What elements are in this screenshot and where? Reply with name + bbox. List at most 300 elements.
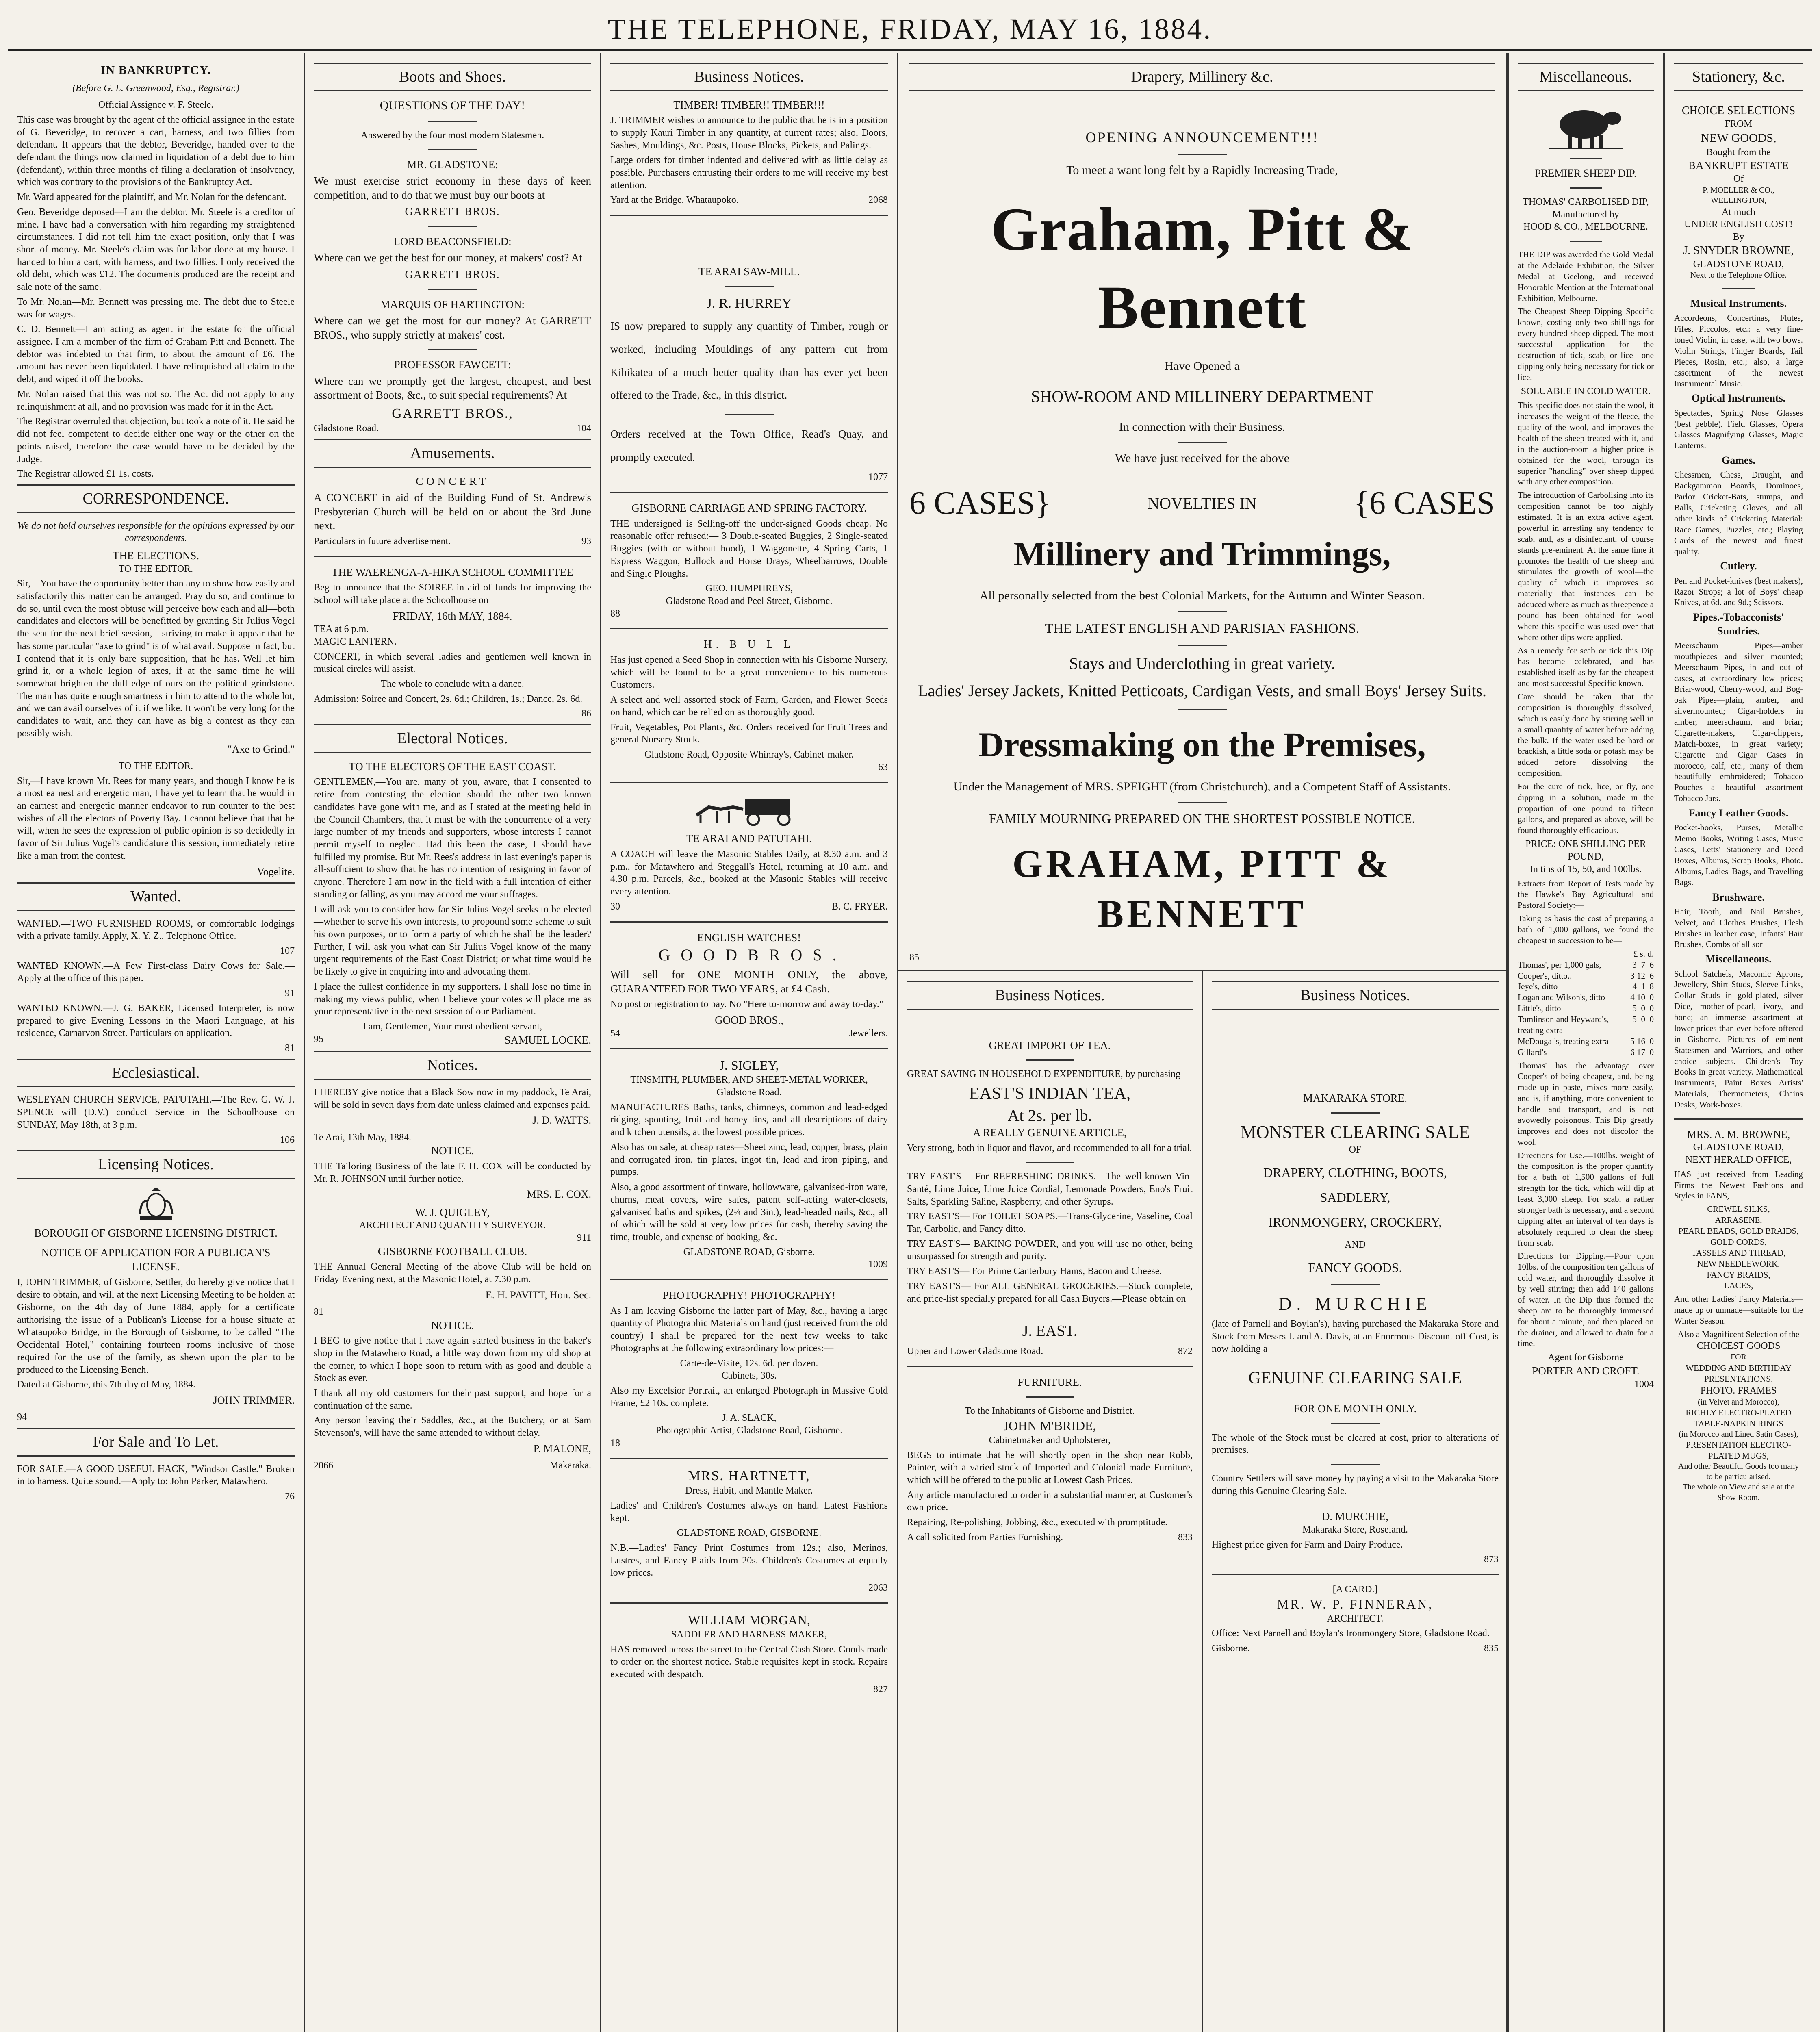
licensing-head: Licensing Notices. bbox=[17, 1150, 295, 1179]
wanted-3: WANTED KNOWN.—J. G. BAKER, Licensed Interpreter, is now prepared to give Evening Lessons in the Maori Language, at his residence, Carnarvon Street. Particulars on application. bbox=[17, 1003, 295, 1039]
hartnett-address: GLADSTONE ROAD, GISBORNE. bbox=[677, 1528, 822, 1539]
watches-number: 54 bbox=[610, 1028, 620, 1039]
games-text: Chessmen, Chess, Draught, and Backgammon Boards, Dominoes, Parlor Cricket-Bats, stumps, and Balls, Cricketing Gloves, and all other kinds of Cricketing Material: Race Games, Puzzles, etc.; Playing Cards of the newest and finest quality. bbox=[1674, 470, 1803, 556]
murchie-number: 873 bbox=[1484, 1554, 1499, 1565]
dip-extracts: Extracts from Report of Tests made by the Hawke's Bay Agricultural and Pastoral Society:— bbox=[1518, 878, 1654, 910]
connection-text: In connection with their Business. bbox=[1119, 420, 1286, 434]
elections-head: THE ELECTIONS. bbox=[113, 549, 199, 562]
and-text: AND bbox=[1345, 1240, 1366, 1250]
electoral-close: I am, Gentlemen, Your most obedient servant, bbox=[362, 1021, 542, 1032]
electoral-text-1: GENTLEMEN,—You are, many of you, aware, that I consented to retire from contesting the election should the other two known candidates have gone with me, and as I stated at the meeting held in the Council Chambers, that it must be with the concurrence of a very large number of my friends and supporters, whose interests I cannot permit myself to neglect. Had this been the case, I should have fulfilled my promise. But Mr. Rees's address in last evening's paper is all-sufficient to show that he has no intention of resigning in favor of anyone. Therefore I am now in the field with a full intention of either standing or falling, as you may accord me your suffrages. bbox=[314, 777, 591, 900]
thomas-dip: THOMAS' CARBOLISED DIP, bbox=[1523, 196, 1649, 207]
wanted-head: Wanted. bbox=[17, 882, 295, 911]
bankruptcy-p5: C. D. Bennett—I am acting as agent in the estate for the official assignee. I am a member of the firm of Graham Pitt and Bennett. The debtor was indebted to that firm, to about the amount of £6. The amount has never been liquidated. I have relinquished all claim to the debt, and wiped it off the books. bbox=[17, 324, 295, 385]
cutlery-text: Pen and Pocket-knives (best makers), Razor Strops; a lot of Boys' cheap Knives, at 6d. and 9d.; Scissors. bbox=[1674, 575, 1803, 608]
murchie-name: D. MURCHIE bbox=[1278, 1294, 1432, 1314]
quigley-name: W. J. QUIGLEY, bbox=[415, 1206, 490, 1218]
price-row-name: Tomlinson and Heyward's, treating extra bbox=[1518, 1014, 1609, 1035]
football-head: GISBORNE FOOTBALL CLUB. bbox=[377, 1245, 527, 1257]
finneran-place: Gisborne. bbox=[1212, 1643, 1250, 1654]
gladstone-text: We must exercise strict economy in these days of keen competition, and to do that we must buy our boots at bbox=[314, 175, 591, 201]
column-5 bbox=[1508, 53, 1664, 2032]
hartnett-sub: Dress, Habit, and Mantle Maker. bbox=[685, 1485, 813, 1496]
ad-separator bbox=[610, 1458, 888, 1459]
directions-use: Directions for Use.—100lbs. weight of the composition is the proper quantity for a bath of 1,500 gallons of full strength for the tick, which will dip at least 3,000 sheep. For scab, a rather stronger bath is necessary, and a second dipping after an interval of ten days is absolutely required to clear the sheep from scab. bbox=[1518, 1150, 1654, 1248]
choice-selections: CHOICE SELECTIONS bbox=[1681, 104, 1796, 117]
price-row bbox=[1518, 1003, 1654, 1014]
fawcett-name: PROFESSOR FAWCETT: bbox=[394, 358, 511, 371]
watches-signature: GOOD BROS., bbox=[715, 1014, 783, 1027]
to-editor-1: TO THE EDITOR. bbox=[118, 563, 193, 574]
price-row-name: Logan and Wilson's, ditto bbox=[1518, 992, 1605, 1003]
coach-text: A COACH will leave the Masonic Stables Daily, at 8.30 a.m. and 3 p.m., for Matawhero and Steggall's Hotel, returning at 10 a.m. and 4.30 p.m. Parcels, &c., booked at the Masonic Stables will receive every attention. bbox=[610, 849, 888, 897]
hurrey-text: IS now prepared to supply any quantity of Timber, rough or worked, including Mouldings of any pattern cut from Kihikatea of a much better quality than has ever yet been offered to the Trade, &c., in this district. bbox=[610, 320, 888, 402]
timber-text: J. TRIMMER wishes to announce to the public that he is in a position to supply Kauri Timber in any quantity, at current rates; also, Doors, Sashes, Mouldings, &c. Posts, House Blocks, Pickets, and Palings. bbox=[610, 115, 888, 151]
ad-separator bbox=[1674, 1118, 1803, 1120]
leather-head: Fancy Leather Goods. bbox=[1688, 807, 1789, 819]
of-text: OF bbox=[1349, 1144, 1362, 1155]
card-label: [A CARD.] bbox=[1332, 1584, 1378, 1595]
separator bbox=[725, 414, 774, 415]
price-row bbox=[1518, 1014, 1654, 1036]
garrett-bros-1: GARRETT BROS. bbox=[405, 205, 500, 218]
east-number: 872 bbox=[1178, 1346, 1193, 1357]
pipes-text: Meerschaum Pipes—amber mouthpieces and silver mounted; Meerschaum Pipes, in and out of cases, at extraordinary low prices; Briar-wood, Cherry-wood, and Bog-oak Pipes—plain, amber, and silvermounted; Cigar-holders in amber, meerschaum, and briar; Cigarette-makers, Cigar-clippers, Match-boxes, in great variety; Cigarette and Cigar Cases in morocco, calf, etc., many of them beautifully embroidered; Tobacco Pouches—a beautiful assortment Tobacco Jars. bbox=[1674, 640, 1803, 803]
east-address: Upper and Lower Gladstone Road. bbox=[907, 1346, 1043, 1357]
boots-head: Boots and Shoes. bbox=[314, 63, 591, 91]
genuine-sale: GENUINE CLEARING SALE bbox=[1248, 1369, 1462, 1388]
ad-separator bbox=[907, 1366, 1193, 1367]
bankruptcy-sub: (Before G. L. Greenwood, Esq., Registrar.) bbox=[72, 83, 239, 94]
carriage-signature: GEO. HUMPHREYS, bbox=[705, 583, 793, 594]
price-row-value: 5 0 0 bbox=[1632, 1003, 1654, 1014]
mbride-sub: Cabinetmaker and Upholsterer, bbox=[989, 1435, 1111, 1446]
sigley-address-2: GLADSTONE ROAD, Gisborne. bbox=[683, 1246, 815, 1257]
licensing-borough: BOROUGH OF GISBORNE LICENSING DISTRICT. bbox=[34, 1227, 278, 1239]
brush-head: Brushware. bbox=[1712, 891, 1765, 903]
quigley-text: ARCHITECT AND QUANTITY SURVEYOR. bbox=[359, 1220, 546, 1231]
ad-separator bbox=[610, 921, 888, 923]
business-subcolumn-a bbox=[898, 971, 1203, 2032]
wanted-1: WANTED.—TWO FURNISHED ROOMS, or comfortable lodgings with a private family. Apply, X. Y. Z., Telephone Office. bbox=[17, 918, 295, 942]
amb-velvet: (in Velvet and Morocco), bbox=[1698, 1397, 1779, 1407]
bankrupt-estate: BANKRUPT ESTATE bbox=[1688, 159, 1789, 172]
tea-name: EAST'S INDIAN TEA, bbox=[969, 1084, 1131, 1103]
notice-2: THE Tailoring Business of the late F. H. COX will be conducted by Mr. R. JOHNSON until further notice. bbox=[314, 1161, 591, 1184]
timber-number: 2068 bbox=[868, 195, 888, 206]
cases-row bbox=[909, 482, 1495, 524]
porter-number: 1004 bbox=[1634, 1379, 1654, 1389]
electoral-text-3: I place the fullest confidence in my supporters. I shall lose no time in making my views public, when I believe your votes will place me as your representative in the next session of our Parliament. bbox=[314, 981, 591, 1017]
dip-p2: The Cheapest Sheep Dipping Specific known, costing only two shillings for every hundred sheep dipped. The most successful application for the destruction of tick, scab, or lice—one dipping only being necessary for tick or lice. bbox=[1518, 306, 1654, 382]
snyder-browne: J. SNYDER BROWNE, bbox=[1683, 244, 1794, 257]
gpb-number: 85 bbox=[909, 952, 919, 963]
cases-left: 6 CASES} bbox=[909, 485, 1051, 521]
photo-sub: Photographic Artist, Gladstone Road, Gisborne. bbox=[655, 1425, 843, 1436]
bull-text: Has just opened a Seed Shop in connection with his Gisborne Nursery, which will be found to be a great convenience to his numerous Customers. bbox=[610, 654, 888, 690]
carriage-number: 88 bbox=[610, 608, 620, 619]
amb-beautiful: And other Beautiful Goods too many to be particularised. bbox=[1678, 1462, 1799, 1481]
photo-price-1: Carte-de-Visite, 12s. 6d. per dozen. bbox=[680, 1358, 818, 1369]
bull-name: H. B U L L bbox=[704, 638, 794, 651]
manufactured-by: Manufactured by bbox=[1552, 209, 1619, 220]
notice-3c: Any person leaving their Saddles, &c., at the Butchery, or at Sam Stevenson's, will have the same attended to without delay. bbox=[314, 1415, 591, 1439]
amb-morocco: (in Morocco and Lined Satin Cases), bbox=[1679, 1429, 1798, 1439]
carriage-head: GISBORNE CARRIAGE AND SPRING FACTORY. bbox=[631, 502, 867, 515]
separator bbox=[1178, 709, 1227, 710]
price-row-name: McDougal's, treating extra bbox=[1518, 1036, 1609, 1046]
ad-separator bbox=[610, 628, 888, 629]
separator bbox=[1570, 241, 1602, 242]
amusements-head: Amusements. bbox=[314, 439, 591, 468]
hartnett-nb: N.B.—Ladies' Fancy Print Costumes from 12s.; also, Merinos, Lustres, and Fancy Plaids from 20s. Children's Costumes at equally low prices. bbox=[610, 1542, 888, 1578]
bankruptcy-p1: This case was brought by the agent of the official assignee in the estate of G. Beveridge, to recover a cart, harness, and two fillies from defendant. It appears that the debtor, Beveridge, handed over to the defendant the things now claimed in liquidation of a debt due to him (defendant), within three months of filing a declaration of insolvency, which was contrary to the provisions of the Bankruptcy Act. bbox=[17, 114, 295, 188]
drapery-ad bbox=[898, 53, 1506, 971]
finneran-sub: ARCHITECT. bbox=[1327, 1613, 1384, 1624]
price-row-value: 4 10 0 bbox=[1630, 992, 1654, 1003]
tea-description: Very strong, both in liquor and flavor, and recommended to all for a trial. bbox=[907, 1143, 1192, 1154]
letter-2-signature: Vogelite. bbox=[257, 865, 295, 877]
beaconsfield-name: LORD BEACONSFIELD: bbox=[393, 235, 512, 247]
licensing-signature: JOHN TRIMMER. bbox=[213, 1394, 295, 1406]
price-row-value: 6 17 0 bbox=[1630, 1047, 1654, 1057]
gladstone-name: MR. GLADSTONE: bbox=[407, 158, 498, 171]
makaraka-store: MAKARAKA STORE. bbox=[1303, 1092, 1408, 1104]
sawmill-head: TE ARAI SAW-MILL. bbox=[698, 265, 800, 278]
amb-name: MRS. A. M. BROWNE, bbox=[1687, 1128, 1790, 1140]
waerenga-head: THE WAERENGA-A-HIKA SCHOOL COMMITTEE bbox=[332, 566, 573, 578]
amb-list-item: TASSELS AND THREAD, bbox=[1691, 1248, 1786, 1258]
ecclesiastical-head: Ecclesiastical. bbox=[17, 1059, 295, 1088]
amb-wedding: WEDDING AND BIRTHDAY PRESENTATIONS. bbox=[1686, 1363, 1792, 1384]
ad-separator bbox=[610, 1048, 888, 1049]
masthead: THE TELEPHONE, FRIDAY, MAY 16, 1884. bbox=[607, 13, 1213, 45]
try-east-1: TRY EAST'S— For REFRESHING DRINKS.—The well-known Vin-Santé, Lime Juice, Lime Juice Cordial, Lemonade Powders, Eno's Fruit Salts, Sparkling Saline, Raspberry, and other Syrups. bbox=[907, 1171, 1193, 1207]
electoral-number: 95 bbox=[314, 1033, 323, 1044]
dip-price: PRICE: ONE SHILLING PER POUND, bbox=[1525, 839, 1646, 862]
tea-genuine: A REALLY GENUINE ARTICLE, bbox=[973, 1126, 1127, 1139]
premier-title: PREMIER SHEEP DIP. bbox=[1535, 167, 1637, 179]
morgan-text: HAS removed across the street to the Central Cash Store. Goods made to order on the shortest notice. Stable requisites kept in stock. Repairs executed with despatch. bbox=[610, 1644, 888, 1680]
watches-text: Will sell for ONE MONTH ONLY, the above, GUARANTEED FOR TWO YEARS, at £4 Cash. bbox=[610, 968, 888, 995]
ad-separator bbox=[610, 215, 888, 216]
amb-list-item: ARRASENE, bbox=[1715, 1215, 1762, 1225]
separator bbox=[1331, 1284, 1380, 1285]
photo-text: As I am leaving Gisborne the latter part of May, &c., having a large quantity of Photographic Materials on hand (just received from the old country) I shall be prepared for the next few weeks to take Photographs at the following extraordinary low prices:— bbox=[610, 1305, 888, 1354]
price-row-value: 4 1 8 bbox=[1632, 981, 1654, 992]
amb-address: GLADSTONE ROAD, bbox=[1693, 1142, 1784, 1153]
ecclesiastical-1-number: 106 bbox=[280, 1134, 295, 1145]
business-subcolumn-b bbox=[1203, 971, 1508, 2032]
notice-3: I BEG to give notice that I have again started business in the baker's shop in the Matawhero Road, a little way down from my old shop at the corner, to which I hope soon to return with as good and double a Stock as ever. bbox=[314, 1335, 591, 1384]
amb-list-item: LACES, bbox=[1724, 1281, 1753, 1291]
finneran-office: Office: Next Parnell and Boylan's Ironmongery Store, Gladstone Road. bbox=[1212, 1628, 1490, 1639]
separator bbox=[725, 286, 774, 287]
sigley-body-2: Also has on sale, at cheap rates—Sheet zinc, lead, copper, brass, plain and corrugated iron, tin plates, ingot tin, lead and iron piping, and pumps. bbox=[610, 1142, 888, 1178]
misc-goods-head: Miscellaneous. bbox=[1705, 953, 1772, 965]
price-row bbox=[1518, 981, 1654, 992]
try-east-4: TRY EAST'S— For Prime Canterbury Hams, Bacon and Cheese. bbox=[907, 1266, 1162, 1277]
wanted-2-number: 91 bbox=[285, 988, 295, 999]
price-row bbox=[1518, 992, 1654, 1003]
hartnett-text: Ladies' and Children's Costumes always on hand. Latest Fashions kept. bbox=[610, 1500, 888, 1524]
amb-list-item: FANCY BRAIDS, bbox=[1707, 1270, 1770, 1280]
separator bbox=[428, 349, 477, 350]
new-goods: NEW GOODS, bbox=[1701, 131, 1777, 145]
misc-head: Miscellaneous. bbox=[1518, 63, 1654, 91]
concert-more: Particulars in future advertisement. bbox=[314, 536, 451, 547]
wanted-3-number: 81 bbox=[285, 1043, 295, 1053]
amb-photo: PHOTO. FRAMES bbox=[1700, 1385, 1777, 1396]
latest-fashions: THE LATEST ENGLISH AND PARISIAN FASHIONS. bbox=[1045, 621, 1360, 636]
cases-middle: NOVELTIES IN bbox=[1148, 494, 1257, 513]
tea-saving: GREAT SAVING IN HOUSEHOLD EXPENDITURE, by purchasing bbox=[907, 1069, 1181, 1080]
amb-view: The whole on View and sale at the Show Room. bbox=[1682, 1483, 1795, 1502]
management-text: Under the Management of MRS. SPEIGHT (from Christchurch), and a Competent Staff of Assistants. bbox=[953, 779, 1451, 793]
directions-dipping: Directions for Dipping.—Pour upon 10lbs. of the composition ten gallons of cold water, and thoroughly dissolve it by well stirring; then add 140 gallons of water. In the Dip thus formed the sheep are to be thoroughly immersed for about a minute, and then placed on the drainer, and allowed to drain for a time. bbox=[1518, 1251, 1654, 1348]
sigley-address: Gladstone Road. bbox=[716, 1087, 782, 1098]
separator bbox=[1178, 802, 1227, 803]
ad-separator bbox=[610, 782, 888, 783]
millinery-title: Millinery and Trimmings, bbox=[1013, 535, 1391, 573]
try-east-2: TRY EAST'S— For TOILET SOAPS.—Trans-Glycerine, Vaseline, Coal Tar, Carbolic, and Fancy ditto. bbox=[907, 1211, 1193, 1234]
wanted-1-number: 107 bbox=[280, 945, 295, 956]
amb-list bbox=[1674, 1204, 1803, 1291]
carriage-text: THE undersigned is Selling-off the under-signed Goods cheap. No reasonable offer refused:— 3 Double-seated Buggies, 2 Single-seated Buggies (with or without hood), 1 Waggonette, 4 Spring Carts, 1 Express Waggon, Bullock and Horse Drays, Wheelbarrows, Double and Single Ploughs. bbox=[610, 518, 888, 579]
separator bbox=[428, 289, 477, 290]
good-bros: G O O D B R O S . bbox=[658, 946, 840, 964]
hurrey-number: 1077 bbox=[868, 472, 888, 483]
ecclesiastical-1: WESLEYAN CHURCH SERVICE, PATUTAHI.—The Rev. G. W. J. SPENCE will (D.V.) conduct Service in the Schoolhouse on SUNDAY, May 18th, at 3 p.m. bbox=[17, 1094, 295, 1130]
drapery-head: Drapery, Millinery &c. bbox=[909, 63, 1495, 91]
amb-list-item: NEW NEEDLEWORK, bbox=[1697, 1259, 1780, 1269]
notice-3-place: Makaraka. bbox=[550, 1460, 591, 1471]
dip-p4: The introduction of Carbolising into its composition cannot be too highly estimated. It is an extra active agent, powerful in arresting any tendency to scab, and, as a disinfectant, of course stands pre-eminent. At the same time it promotes the health of the sheep and stimulates the growth of wool—the quality of which it improves so materially that instances can be adduced where as much as threepence a pound has been obtained for wool where this specific was used over that where other dips were applied. bbox=[1518, 490, 1654, 642]
bankruptcy-p3: Geo. Beveridge deposed—I am the debtor. Mr. Steele is a creditor of mine. I have had a conversation with him regarding my straightened circumstances. I did not tell him the exact position, only that I was short of money. Mr. Steele's claim was for labor done at my house. I handed to him a cart, with harness, and two fillies. I only received the old debt, which was £12. The documents produced are the receipt and sale note of the same. bbox=[17, 206, 295, 293]
monster-sale: MONSTER CLEARING SALE bbox=[1240, 1122, 1470, 1142]
carriage-address: Gladstone Road and Peel Street, Gisborne. bbox=[666, 595, 833, 606]
separator bbox=[1178, 442, 1227, 443]
stays-text: Stays and Underclothing in great variety. bbox=[1069, 654, 1335, 673]
price-row-name: Jeye's, ditto bbox=[1518, 981, 1558, 992]
cutlery-head: Cutlery. bbox=[1720, 560, 1757, 572]
amb-text: HAS just received from Leading Firms the Newest Fashions and Styles in FANS, bbox=[1674, 1169, 1803, 1201]
morgan-sub: SADDLER AND HARNESS-MAKER, bbox=[671, 1629, 827, 1640]
timber-address: Yard at the Bridge, Whataupoko. bbox=[610, 195, 739, 206]
watches-sub: Jewellers. bbox=[849, 1028, 888, 1039]
brush-text: Hair, Tooth, and Nail Brushes, Velvet, and Clothes Brushes, Flesh Brushes in leather case, Infants' Hair Brushes, Combs of all sor bbox=[1674, 906, 1803, 949]
bought-from: Bought from the bbox=[1706, 147, 1771, 158]
gpb-title: Graham, Pitt & Bennett bbox=[991, 195, 1414, 341]
separator bbox=[1331, 1464, 1380, 1465]
wanted-2: WANTED KNOWN.—A Few First-class Dairy Cows for Sale.—Apply at the office of this paper. bbox=[17, 960, 295, 984]
murchie-address: Makaraka Store, Roseland. bbox=[1302, 1524, 1408, 1535]
hartington-text: Where can we get the most for our money? At GARRETT BROS., who supply strictly at makers' cost. bbox=[314, 315, 591, 341]
stationery-head: Stationery, &c. bbox=[1674, 63, 1803, 91]
dressmaking-title: Dressmaking on the Premises, bbox=[978, 725, 1426, 764]
waerenga-magic: MAGIC LANTERN. bbox=[314, 636, 397, 647]
separator bbox=[1026, 1059, 1074, 1061]
watches-text-2: No post or registration to pay. No "Here to-morrow and away to-day." bbox=[610, 999, 883, 1010]
mbride-text-2: Any article manufactured to order in a substantial manner, at Customer's own price. bbox=[907, 1489, 1193, 1513]
dip-p3: This specific does not stain the wool, it increases the weight of the fleece, the quality of the wool, and improves the health of the sheep treated with it, and in the auction-room a higher price is obtained for the wool, through its superior "handling" over sheep dipped with any other composition. bbox=[1518, 400, 1654, 487]
under-cost: UNDER ENGLISH COST! bbox=[1684, 219, 1793, 230]
furniture-head: FURNITURE. bbox=[1017, 1376, 1082, 1388]
waerenga-admission: Admission: Soiree and Concert, 2s. 6d.; Children, 1s.; Dance, 2s. 6d. bbox=[314, 693, 583, 704]
waerenga-tea: TEA at 6 p.m. bbox=[314, 624, 369, 635]
column-4 bbox=[898, 53, 1508, 2032]
bankruptcy-p8: The Registrar allowed £1 1s. costs. bbox=[17, 469, 154, 480]
morgan-name: WILLIAM MORGAN, bbox=[688, 1612, 810, 1627]
country-settlers: Country Settlers will save money by paying a visit to the Makaraka Store during this Genuine Clearing Sale. bbox=[1212, 1473, 1499, 1496]
cases-right: {6 CASES bbox=[1354, 485, 1495, 521]
separator bbox=[1026, 1396, 1074, 1398]
separator bbox=[1331, 1423, 1380, 1424]
electoral-signature: SAMUEL LOCKE. bbox=[504, 1033, 591, 1046]
highest-price: Highest price given for Farm and Dairy Produce. bbox=[1212, 1539, 1403, 1550]
separator bbox=[1026, 1162, 1074, 1163]
murchie-name-2: D. MURCHIE, bbox=[1321, 1510, 1389, 1523]
waerenga-number: 86 bbox=[581, 708, 591, 719]
mbride-text-4: A call solicited from Parties Furnishing. bbox=[907, 1532, 1063, 1543]
murchie-text: (late of Parnell and Boylan's), having purchased the Makaraka Store and Stock from Messrs J. and A. Davis, at an Enormous Discount off Cost, is now holding a bbox=[1212, 1319, 1499, 1355]
price-row bbox=[1518, 1036, 1654, 1047]
coach-head: TE ARAI AND PATUTAHI. bbox=[686, 832, 812, 845]
optical-text: Spectacles, Spring Nose Glasses (best pebble), Field Glasses, Opera Glasses Magnifying Glasses, Magic Lanterns. bbox=[1674, 408, 1803, 451]
at-much: At much bbox=[1721, 206, 1756, 217]
bankruptcy-p4: To Mr. Nolan—Mr. Bennett was pressing me. The debt due to Steele was for wages. bbox=[17, 296, 295, 320]
notice-3-signature: P. MALONE, bbox=[533, 1442, 591, 1455]
waerenga-dance: The whole to conclude with a dance. bbox=[381, 679, 524, 690]
opening-announcement: OPENING ANNOUNCEMENT!!! bbox=[1085, 129, 1319, 145]
timber-text-2: Large orders for timber indented and delivered with as little delay as possible. Purchasers entrusting their orders to me will receive my best attention. bbox=[610, 155, 888, 191]
top-rule bbox=[8, 49, 1812, 51]
hartnett-number: 2063 bbox=[868, 1583, 888, 1593]
goods-2: SADDLERY, bbox=[1320, 1190, 1390, 1205]
bull-number: 63 bbox=[878, 762, 888, 773]
licensing-body: I, JOHN TRIMMER, of Gisborne, Settler, do hereby give notice that I desire to obtain, and will at the next Licensing Meeting to be holden at Gisborne, on the 4th day of June 1884, apply for a certificate authorising the issue of a Publican's License for a house situate at Whataupoko Bridge, in the Borough of Gisborne, to be called "The Occidental Hotel," containing fourteen rooms inclusive of those required for the use of the family, as shewn upon the plan to be produced to the Licensing Bench. bbox=[17, 1277, 295, 1375]
notice-2-signature: MRS. E. COX. bbox=[527, 1188, 591, 1201]
bull-text-3: Fruit, Vegetables, Pot Plants, &c. Orders received for Fruit Trees and general Nursery Stock. bbox=[610, 722, 888, 745]
column-2 bbox=[305, 53, 601, 2032]
licensing-notice: NOTICE OF APPLICATION FOR A PUBLICAN'S LICENSE. bbox=[41, 1246, 271, 1273]
opened-text: Have Opened a bbox=[1165, 359, 1240, 373]
ad-separator bbox=[314, 556, 591, 557]
football-number: 81 bbox=[314, 1306, 323, 1317]
by-text: By bbox=[1733, 232, 1744, 243]
amb-richly: RICHLY ELECTRO-PLATED TABLE-NAPKIN RINGS bbox=[1686, 1408, 1792, 1428]
separator bbox=[428, 226, 477, 227]
quigley-number: 911 bbox=[577, 1232, 591, 1243]
dip-p8: Thomas' has the advantage over Cooper's of being cheapest, and, being made up in paste, mixes more easily, and is, if anything, more convenient to handle and transport, and is not avowedly poisonous. This Dip greatly improves and does not discolor the wool. bbox=[1518, 1060, 1654, 1147]
gpb-footer: GRAHAM, PITT & BENNETT bbox=[1012, 842, 1392, 936]
licensing-number: 94 bbox=[17, 1412, 27, 1423]
pipes-head: Pipes.-Tobacconists' Sundries. bbox=[1693, 611, 1784, 637]
licensing-date: Dated at Gisborne, this 7th day of May, 1884. bbox=[17, 1379, 196, 1390]
bankruptcy-head: IN BANKRUPTCY. bbox=[100, 63, 211, 77]
separator bbox=[428, 149, 477, 150]
agent-label: Agent for Gisborne bbox=[1548, 1352, 1624, 1363]
sigley-body-3: Also, a good assortment of tinware, hollowware, galvanised-iron ware, churns, meat covers, wire safes, patent self-acting water-closets, galvanised baths and spikes, (2¼ and 3in.), lead-headed nails, &c., all of which will be sold at very low prices for cash, thereby saving the time, trouble, and expense of booking, &c. bbox=[610, 1182, 888, 1242]
column-3 bbox=[601, 53, 898, 2032]
electoral-head: Electoral Notices. bbox=[314, 724, 591, 753]
amb-also: Also a Magnificent Selection of the bbox=[1677, 1329, 1800, 1339]
coach-number: 30 bbox=[610, 901, 620, 912]
photo-signature: J. A. SLACK, bbox=[722, 1413, 777, 1424]
hartington-name: MARQUIS OF HARTINGTON: bbox=[380, 298, 525, 310]
letter-2: Sir,—I have known Mr. Rees for many years, and though I know he is a most earnest and energetic man, I have yet to learn that he would in an earnest and energetic manner endeavor to run counter to the best wishes of all the electors of Poverty Bay. I cannot believe that that he will, when he sees the expression of public opinion is so decidedly in favor of Sir Julius Vogel's candidature this session, immediately retire like a man from the contest. bbox=[17, 775, 295, 861]
amb-next: NEXT HERALD OFFICE, bbox=[1685, 1154, 1792, 1165]
sheep-icon bbox=[1545, 98, 1627, 151]
sigley-trade: TINSMITH, PLUMBER, AND SHEET-METAL WORKER, bbox=[630, 1075, 868, 1085]
soluble: SOLUABLE IN COLD WATER. bbox=[1521, 386, 1651, 397]
notice-label-2: NOTICE. bbox=[431, 1319, 474, 1331]
separator bbox=[1178, 645, 1227, 646]
sigley-number: 1009 bbox=[868, 1259, 888, 1270]
try-east-5: TRY EAST'S— For ALL GENERAL GROCERIES.—Stock complete, and price-list specially prepared for all Cash Buyers.—Please obtain on bbox=[907, 1281, 1193, 1304]
business-head-1: Business Notices. bbox=[610, 63, 888, 91]
jackets-text: Ladies' Jersey Jackets, Knitted Petticoats, Cardigan Vests, and small Boys' Jersey Suits. bbox=[918, 682, 1487, 700]
from-text: FROM bbox=[1725, 119, 1753, 130]
to-editor-2: TO THE EDITOR. bbox=[118, 760, 193, 771]
bull-text-2: A select and well assorted stock of Farm, Garden, and Flower Seeds on hand, which can be relied on as thoroughly good. bbox=[610, 695, 888, 718]
questions-title: QUESTIONS OF THE DAY! bbox=[380, 98, 525, 112]
dip-p6: Care should be taken that the composition is thoroughly dissolved, which is easily done by stirring well in a small quantity of water before adding the bulk. If the water used be hard or brackish, a little soda or potash may be added before dissolving the composition. bbox=[1518, 692, 1654, 778]
correspondence-head: CORRESPONDENCE. bbox=[17, 484, 295, 513]
amb-list-item: CREWEL SILKS, bbox=[1707, 1204, 1770, 1214]
one-month: FOR ONE MONTH ONLY. bbox=[1293, 1402, 1417, 1415]
watches-head: ENGLISH WATCHES! bbox=[697, 931, 801, 944]
mourning-text: FAMILY MOURNING PREPARED ON THE SHORTEST POSSIBLE NOTICE. bbox=[989, 811, 1415, 826]
correspondence-sub: We do not hold ourselves responsible for the opinions expressed by our correspondents. bbox=[17, 520, 295, 544]
business-head-3: Business Notices. bbox=[1212, 981, 1499, 1010]
concert-head: CONCERT bbox=[416, 475, 489, 487]
price-table bbox=[1518, 960, 1654, 1058]
price-row bbox=[1518, 1047, 1654, 1058]
price-row-value: 5 0 0 bbox=[1632, 1014, 1654, 1025]
leather-text: Pocket-books, Purses, Metallic Memo Books, Writing Cases, Music Cases, Letts' Stationery and Deed Boxes, Albums, Scrap Books, Photo. Albums, Ladies' Bags, and Travelling Bags. bbox=[1674, 823, 1803, 887]
want-text: To meet a want long felt by a Rapidly Increasing Trade, bbox=[1066, 163, 1338, 177]
showroom-text: SHOW-ROOM AND MILLINERY DEPARTMENT bbox=[1031, 387, 1373, 406]
dip-p1: THE DIP was awarded the Gold Medal at the Adelaide Exhibition, the Silver Medal at Geelong, and received Honorable Mention at the International Exhibition, Melbourne. bbox=[1518, 250, 1654, 303]
sigley-name: J. SIGLEY, bbox=[719, 1058, 779, 1073]
bankruptcy-p6: Mr. Nolan raised that this was not so. The Act did not apply to any relinquishment at all, and no provision was made for it in the Act. bbox=[17, 389, 295, 412]
sale-1-number: 76 bbox=[285, 1491, 295, 1502]
price-row-value: 3 12 6 bbox=[1630, 970, 1654, 981]
finneran-number: 835 bbox=[1484, 1643, 1499, 1654]
notice-1-date: Te Arai, 13th May, 1884. bbox=[314, 1132, 412, 1143]
beaconsfield-text: Where can we get the best for our money, at makers' cost? At bbox=[314, 252, 582, 264]
whole-stock: The whole of the Stock must be cleared at cost, prior to alterations of premises. bbox=[1212, 1432, 1499, 1456]
goods-3: IRONMONGERY, CROCKERY, bbox=[1268, 1215, 1442, 1230]
price-row bbox=[1518, 960, 1654, 970]
photo-price-2: Cabinets, 30s. bbox=[721, 1370, 777, 1381]
amb-list-item: GOLD CORDS, bbox=[1710, 1237, 1767, 1247]
dip-p5: As a remedy for scab or tick this Dip has become celebrated, and has established itself as by far the cheapest and most successful Specific known. bbox=[1518, 645, 1654, 688]
ad-separator bbox=[610, 492, 888, 493]
photo-number: 18 bbox=[610, 1437, 620, 1448]
price-row-name: Gillard's bbox=[1518, 1047, 1547, 1057]
photo-head: PHOTOGRAPHY! PHOTOGRAPHY! bbox=[662, 1289, 836, 1302]
mbride-number: 833 bbox=[1178, 1532, 1193, 1543]
price-row-name: Thomas', per 1,000 gals, bbox=[1518, 960, 1601, 970]
electoral-to: TO THE ELECTORS OF THE EAST COAST. bbox=[349, 760, 556, 773]
hartnett-name: MRS. HARTNETT, bbox=[688, 1468, 810, 1483]
price-row-value: 3 7 6 bbox=[1632, 960, 1654, 970]
amb-fancy: And other Ladies' Fancy Materials—made up or unmade—suitable for the Winter Season. bbox=[1674, 1294, 1803, 1326]
ad-separator bbox=[610, 1279, 888, 1280]
mbride-text: BEGS to intimate that he will shortly open in the shop near Robb, Painter, with a varied stock of Imported and Colonial-made Furniture, which will be offered to the public at Lowest Cash Prices. bbox=[907, 1450, 1193, 1485]
